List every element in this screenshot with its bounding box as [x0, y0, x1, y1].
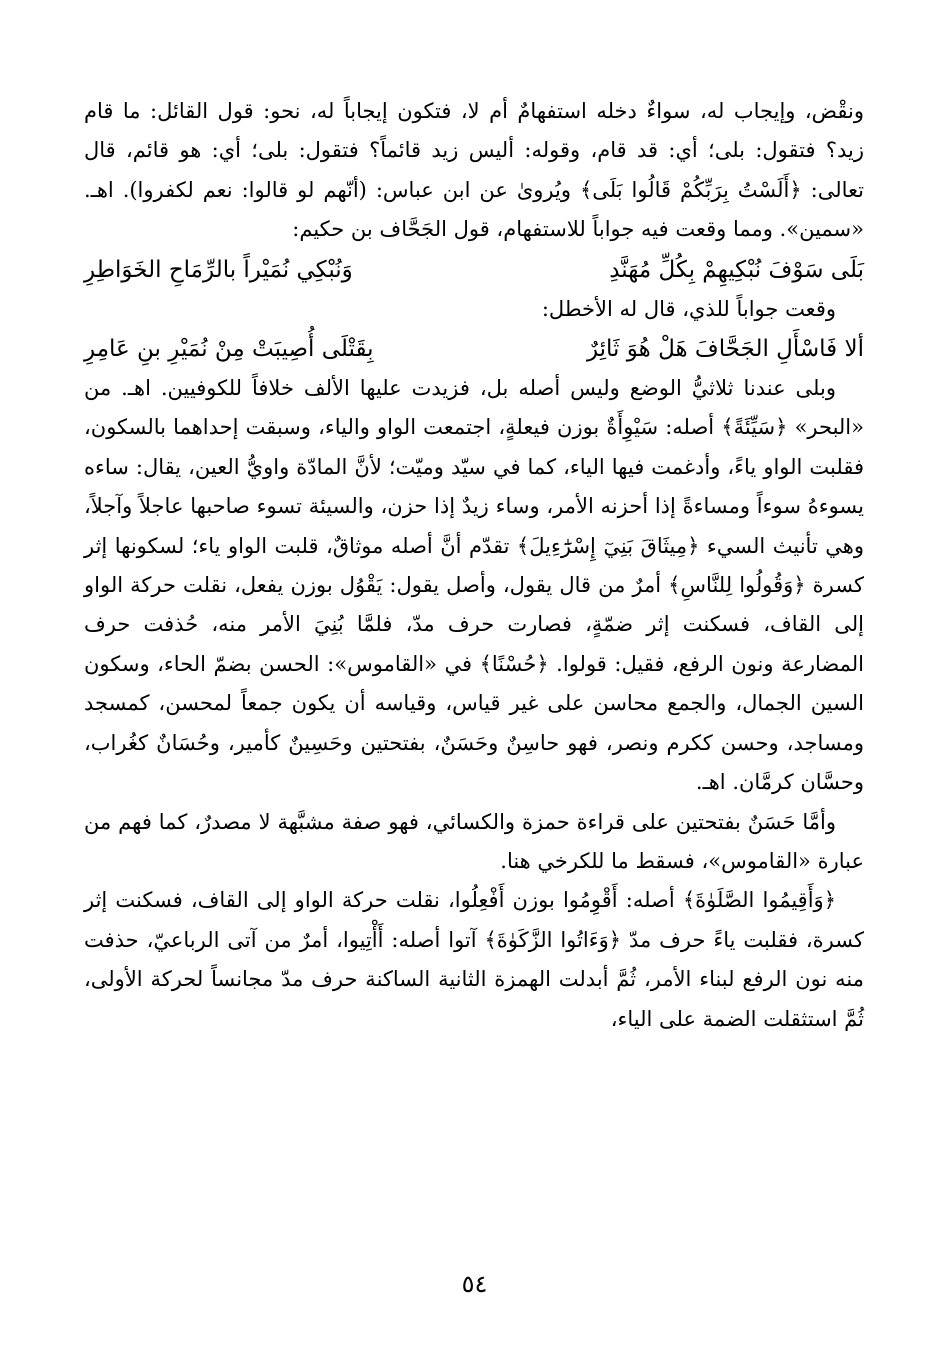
page-body: [84, 92, 864, 1039]
poetry-verse-2: [84, 329, 864, 369]
verse-1-second-hemistich: وَنُبْكِي نُمَيْراً بالرِّمَاحِ الخَوَاطِرِ: [84, 256, 353, 283]
page-number: ٥٤: [461, 1270, 488, 1298]
verse-1-first-hemistich: بَلَى سَوْفَ نُبْكِيهِمْ بِكُلِّ مُهَنَّدِ: [609, 256, 864, 283]
paragraph-5: ﴿وَأَقِيمُوا الصَّلَوٰةَ﴾ أصله: أَقْوِمُوا بوزن أَفْعِلُوا، نقلت حركة الواو إلى القاف، فسكنت إثر كسرة، فقلبت ياءً حرف مدّ ﴿وَءَاتُوا الزَّكَوٰةَ﴾ آتوا أصله: أَأْتِيوا، أمرٌ من آتى الرباعيّ، حذفت منه نون الرفع لبناء الأمر، ثُمَّ أبدلت الهمزة الثانية الساكنة حرف مدّ مجانساً لحركة الأولى، ثُمَّ استثقلت الضمة على الياء،: [84, 888, 864, 1031]
paragraph-1: ونقْض، وإيجاب له، سواءٌ دخله استفهامٌ أم لا، فتكون إيجاباً له، نحو: قول القائل: ما قام زيد؟ فتقول: بلى؛ أي: قد قام، وقوله: أليس زيد قائماً؟ فتقول: بلى؛ أي: هو قائم، قال تعالى: ﴿أَلَسْتُ بِرَبِّكُمْ قَالُوا بَلَى﴾ ويُروىٰ عن ابن عباس: (أنّهم لو قالوا: نعم لكفروا). اهـ. «سمين». ومما وقعت فيه جواباً للاستفهام، قول الجَحَّاف بن حكيم:: [84, 99, 864, 242]
paragraph-4: وأمَّا حَسَنٌ بفتحتين على قراءة حمزة والكسائي، فهو صفة مشبَّهة لا مصدرٌ، كما فهم من عبارة «القاموس»، فسقط ما للكرخي هنا.: [84, 809, 864, 873]
paragraph-3: وبلى عندنا ثلاثيُّ الوضع وليس أصله بل، فزيدت عليها الألف خلافاً للكوفيين. اهـ. من «البحر» ﴿سَيِّئَةً﴾ أصله: سَيْوِأَةٌ بوزن فيعلةٍ، اجتمعت الواو والياء، وسبقت إحداهما بالسكون، فقلبت الواو ياءً، وأدغمت فيها الياء، كما في سيّد وميّت؛ لأنَّ المادّة واويُّ العين، يقال: ساءه يسوءهُ سوءاً ومساءةً إذا أحزنه الأمر، وساء زيدٌ إذا حزن، والسيئة تسوء صاحبها عاجلاً وآجلاً، وهي تأنيث السيء ﴿مِيثَاقَ بَنِيٓ إِسْرَٰٓءِيلَ﴾ تقدّم أنَّ أصله موثاقٌ، قلبت الواو ياء؛ لسكونها إثر كسرة ﴿وَقُولُوا لِلنَّاسِ﴾ أمرٌ من قال يقول، وأصل يقول: يَقْوُل بوزن يفعل، نقلت حركة الواو إلى القاف، فسكنت إثر ضمّةٍ، فصارت حرف مدّ، فلمَّا بُنِيَ الأمر منه، حُذفت حرف المضارعة ونون الرفع، فقيل: قولوا. ﴿حُسْنًا﴾ في «القاموس»: الحسن بضمّ الحاء، وسكون السين الجمال، والجمع محاسن على غير قياس، وقياسه أن يكون جمعاً لمحسن، كمسجد ومساجد، وحسن ككرم ونصر، فهو حاسِنٌ وحَسَنٌ، بفتحتين وحَسِينٌ كأمير، وحُسَانٌ كغُراب، وحسَّان كرمَّان. اهـ.: [84, 376, 864, 795]
verse-2-first-hemistich: ألا فَاسْأَلِ الجَحَّافَ هَلْ هُوَ ثَائِرٌ: [586, 336, 864, 363]
poetry-verse-1: [84, 250, 864, 290]
verse-2-second-hemistich: بِقَتْلَى أُصِيبَتْ مِنْ نُمَيْرِ بنِ عَامِرِ: [84, 336, 374, 363]
paragraph-2: وقعت جواباً للذي، قال له الأخطل:: [541, 296, 836, 321]
